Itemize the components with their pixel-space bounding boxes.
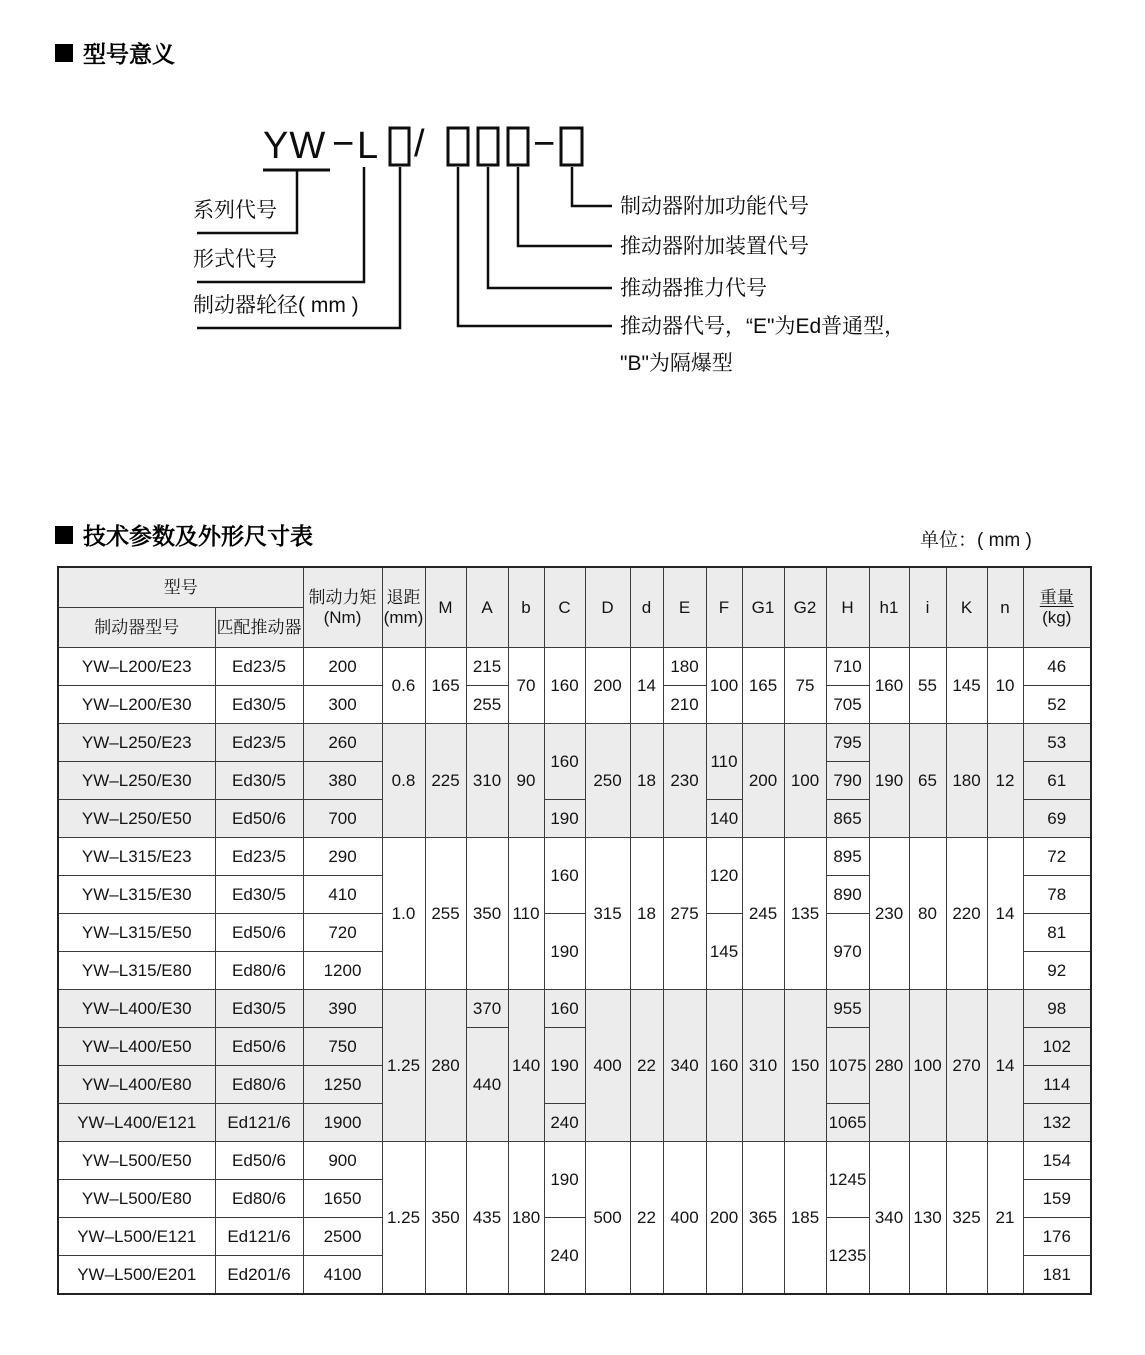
table-row xyxy=(58,990,1091,1028)
spec-table xyxy=(57,566,1092,1295)
value-cell: 14 xyxy=(987,838,1023,990)
value-cell: 220 xyxy=(946,838,987,990)
value-cell: 181 xyxy=(1023,1256,1091,1295)
value-cell: 1200 xyxy=(303,952,382,990)
value-cell: 260 xyxy=(303,724,382,762)
value-cell: 165 xyxy=(742,648,784,724)
value-cell: 200 xyxy=(706,1142,742,1295)
header-retreat xyxy=(382,567,425,648)
value-cell: 110 xyxy=(706,724,742,800)
value-cell: 270 xyxy=(946,990,987,1142)
header-thruster: 匹配推动器 xyxy=(215,608,303,648)
value-cell: 340 xyxy=(869,1142,909,1295)
value-cell: 340 xyxy=(663,990,706,1142)
value-cell: 790 xyxy=(826,762,869,800)
spec-table-head xyxy=(58,567,1091,648)
model-cell: YW–L315/E80 xyxy=(58,952,215,990)
thruster-cell: Ed121/6 xyxy=(215,1104,303,1142)
value-cell: 81 xyxy=(1023,914,1091,952)
header-dim-D: D xyxy=(585,567,630,648)
header-weight-unit: (kg) xyxy=(1042,607,1072,627)
value-cell: 46 xyxy=(1023,648,1091,686)
header-retreat-unit: (mm) xyxy=(383,607,424,627)
code-box xyxy=(478,128,498,165)
value-cell: 275 xyxy=(663,838,706,990)
value-cell: 705 xyxy=(826,686,869,724)
value-cell: 100 xyxy=(706,648,742,724)
model-cell: YW–L500/E201 xyxy=(58,1256,215,1295)
model-cell: YW–L315/E30 xyxy=(58,876,215,914)
header-weight-label: 重量 xyxy=(1039,587,1074,607)
table-row xyxy=(58,1142,1091,1180)
value-cell: 61 xyxy=(1023,762,1091,800)
code-box xyxy=(448,128,468,165)
value-cell: 120 xyxy=(706,838,742,914)
value-cell: 159 xyxy=(1023,1180,1091,1218)
value-cell: 1900 xyxy=(303,1104,382,1142)
value-cell: 310 xyxy=(742,990,784,1142)
value-cell: 1.25 xyxy=(382,1142,425,1295)
value-cell: 176 xyxy=(1023,1218,1091,1256)
value-cell: 22 xyxy=(630,1142,663,1295)
model-cell: YW–L200/E23 xyxy=(58,648,215,686)
value-cell: 710 xyxy=(826,648,869,686)
value-cell: 14 xyxy=(987,990,1023,1142)
value-cell: 400 xyxy=(663,1142,706,1295)
model-cell: YW–L400/E121 xyxy=(58,1104,215,1142)
value-cell: 12 xyxy=(987,724,1023,838)
value-cell: 72 xyxy=(1023,838,1091,876)
connector-thrust-code xyxy=(488,167,612,288)
code-box xyxy=(508,128,528,165)
value-cell: 160 xyxy=(544,838,585,914)
value-cell: 1.0 xyxy=(382,838,425,990)
value-cell: 390 xyxy=(303,990,382,1028)
value-cell: 970 xyxy=(826,914,869,990)
thruster-cell: Ed201/6 xyxy=(215,1256,303,1295)
value-cell: 325 xyxy=(946,1142,987,1295)
value-cell: 150 xyxy=(784,990,826,1142)
value-cell: 230 xyxy=(869,838,909,990)
value-cell: 890 xyxy=(826,876,869,914)
value-cell: 500 xyxy=(585,1142,630,1295)
value-cell: 165 xyxy=(425,648,466,724)
header-model-group: 型号 xyxy=(58,567,303,608)
value-cell: 140 xyxy=(706,800,742,838)
label-wheel-diameter: 制动器轮径( mm ) xyxy=(193,294,359,317)
value-cell: 140 xyxy=(508,990,544,1142)
value-cell: 230 xyxy=(663,724,706,838)
spec-table-body xyxy=(58,648,1091,1295)
code-text-hyphen: − xyxy=(533,123,557,165)
value-cell: 160 xyxy=(544,990,585,1028)
header-weight xyxy=(1023,567,1091,648)
value-cell: 1235 xyxy=(826,1218,869,1295)
value-cell: 135 xyxy=(784,838,826,990)
value-cell: 1245 xyxy=(826,1142,869,1218)
value-cell: 380 xyxy=(303,762,382,800)
header-dim-C: C xyxy=(544,567,585,648)
code-box xyxy=(561,128,582,165)
model-cell: YW–L250/E50 xyxy=(58,800,215,838)
value-cell: 795 xyxy=(826,724,869,762)
value-cell: 200 xyxy=(585,648,630,724)
value-cell: 2500 xyxy=(303,1218,382,1256)
value-cell: 69 xyxy=(1023,800,1091,838)
value-cell: 895 xyxy=(826,838,869,876)
thruster-cell: Ed50/6 xyxy=(215,800,303,838)
thruster-cell: Ed23/5 xyxy=(215,648,303,686)
table-row xyxy=(58,838,1091,876)
value-cell: 190 xyxy=(544,1142,585,1218)
header-dim-E: E xyxy=(663,567,706,648)
header-dim-G1: G1 xyxy=(742,567,784,648)
value-cell: 145 xyxy=(706,914,742,990)
value-cell: 190 xyxy=(544,1028,585,1104)
value-cell: 255 xyxy=(425,838,466,990)
value-cell: 65 xyxy=(909,724,946,838)
value-cell: 100 xyxy=(784,724,826,838)
label-series-code: 系列代号 xyxy=(193,199,277,222)
thruster-cell: Ed121/6 xyxy=(215,1218,303,1256)
thruster-cell: Ed30/5 xyxy=(215,762,303,800)
black-square-bullet xyxy=(55,526,73,544)
value-cell: 245 xyxy=(742,838,784,990)
value-cell: 400 xyxy=(585,990,630,1142)
label-thruster-device-code: 推动器附加装置代号 xyxy=(620,235,809,258)
model-cell: YW–L500/E50 xyxy=(58,1142,215,1180)
value-cell: 700 xyxy=(303,800,382,838)
value-cell: 250 xyxy=(585,724,630,838)
value-cell: 1.25 xyxy=(382,990,425,1142)
value-cell: 310 xyxy=(466,724,508,838)
header-dim-H: H xyxy=(826,567,869,648)
model-cell: YW–L500/E80 xyxy=(58,1180,215,1218)
code-text-slash: / xyxy=(414,123,426,165)
value-cell: 315 xyxy=(585,838,630,990)
value-cell: 14 xyxy=(630,648,663,724)
model-cell: YW–L400/E80 xyxy=(58,1066,215,1104)
value-cell: 190 xyxy=(544,914,585,990)
value-cell: 200 xyxy=(303,648,382,686)
thruster-cell: Ed80/6 xyxy=(215,1066,303,1104)
value-cell: 720 xyxy=(303,914,382,952)
value-cell: 1075 xyxy=(826,1028,869,1104)
thruster-cell: Ed50/6 xyxy=(215,1142,303,1180)
value-cell: 18 xyxy=(630,838,663,990)
value-cell: 1650 xyxy=(303,1180,382,1218)
model-cell: YW–L315/E23 xyxy=(58,838,215,876)
value-cell: 0.6 xyxy=(382,648,425,724)
thruster-cell: Ed80/6 xyxy=(215,952,303,990)
value-cell: 440 xyxy=(466,1028,508,1142)
section-title-spec-table xyxy=(55,518,313,551)
model-cell: YW–L250/E30 xyxy=(58,762,215,800)
value-cell: 180 xyxy=(946,724,987,838)
code-text-l: L xyxy=(357,125,380,167)
value-cell: 160 xyxy=(544,724,585,800)
header-brake-model: 制动器型号 xyxy=(58,608,215,648)
code-box xyxy=(390,128,409,165)
value-cell: 92 xyxy=(1023,952,1091,990)
value-cell: 10 xyxy=(987,648,1023,724)
value-cell: 75 xyxy=(784,648,826,724)
value-cell: 900 xyxy=(303,1142,382,1180)
value-cell: 0.8 xyxy=(382,724,425,838)
model-cell: YW–L500/E121 xyxy=(58,1218,215,1256)
header-dim-d: d xyxy=(630,567,663,648)
value-cell: 435 xyxy=(466,1142,508,1295)
value-cell: 350 xyxy=(425,1142,466,1295)
thruster-cell: Ed30/5 xyxy=(215,686,303,724)
value-cell: 1250 xyxy=(303,1066,382,1104)
thruster-cell: Ed80/6 xyxy=(215,1180,303,1218)
value-cell: 410 xyxy=(303,876,382,914)
header-dim-h1: h1 xyxy=(869,567,909,648)
value-cell: 290 xyxy=(303,838,382,876)
value-cell: 18 xyxy=(630,724,663,838)
value-cell: 225 xyxy=(425,724,466,838)
header-dim-G2: G2 xyxy=(784,567,826,648)
value-cell: 210 xyxy=(663,686,706,724)
thruster-cell: Ed50/6 xyxy=(215,1028,303,1066)
thruster-cell: Ed50/6 xyxy=(215,914,303,952)
value-cell: 98 xyxy=(1023,990,1091,1028)
model-cell: YW–L315/E50 xyxy=(58,914,215,952)
value-cell: 955 xyxy=(826,990,869,1028)
value-cell: 102 xyxy=(1023,1028,1091,1066)
model-meaning-diagram xyxy=(0,0,1145,480)
table-row xyxy=(58,648,1091,686)
code-text-dash: − xyxy=(332,123,356,165)
section-title-text: 型号意义 xyxy=(83,41,175,67)
section-title-text: 技术参数及外形尺寸表 xyxy=(83,523,313,549)
value-cell: 160 xyxy=(706,990,742,1142)
header-dim-n: n xyxy=(987,567,1023,648)
header-dim-b: b xyxy=(508,567,544,648)
value-cell: 132 xyxy=(1023,1104,1091,1142)
thruster-cell: Ed23/5 xyxy=(215,838,303,876)
header-row-1 xyxy=(58,567,1091,608)
header-torque-unit: (Nm) xyxy=(323,607,362,627)
spec-table-wrap xyxy=(57,566,1092,1295)
value-cell: 22 xyxy=(630,990,663,1142)
value-cell: 180 xyxy=(663,648,706,686)
value-cell: 200 xyxy=(742,724,784,838)
model-cell: YW–L400/E50 xyxy=(58,1028,215,1066)
value-cell: 750 xyxy=(303,1028,382,1066)
header-retreat-label: 退距 xyxy=(386,587,421,607)
header-torque xyxy=(303,567,382,648)
value-cell: 370 xyxy=(466,990,508,1028)
header-torque-label: 制动力矩 xyxy=(308,587,377,607)
model-cell: YW–L400/E30 xyxy=(58,990,215,1028)
value-cell: 55 xyxy=(909,648,946,724)
model-cell: YW–L200/E30 xyxy=(58,686,215,724)
code-text-yw: YW xyxy=(263,125,327,167)
label-thruster-code-line2: "B"为隔爆型 xyxy=(620,352,733,375)
value-cell: 145 xyxy=(946,648,987,724)
value-cell: 280 xyxy=(425,990,466,1142)
value-cell: 190 xyxy=(544,800,585,838)
value-cell: 185 xyxy=(784,1142,826,1295)
value-cell: 300 xyxy=(303,686,382,724)
value-cell: 78 xyxy=(1023,876,1091,914)
value-cell: 160 xyxy=(869,648,909,724)
value-cell: 114 xyxy=(1023,1066,1091,1104)
value-cell: 1065 xyxy=(826,1104,869,1142)
table-row xyxy=(58,724,1091,762)
value-cell: 190 xyxy=(869,724,909,838)
value-cell: 100 xyxy=(909,990,946,1142)
value-cell: 365 xyxy=(742,1142,784,1295)
value-cell: 21 xyxy=(987,1142,1023,1295)
value-cell: 4100 xyxy=(303,1256,382,1295)
diagram-lines xyxy=(0,0,1145,480)
value-cell: 53 xyxy=(1023,724,1091,762)
value-cell: 215 xyxy=(466,648,508,686)
value-cell: 180 xyxy=(508,1142,544,1295)
header-dim-A: A xyxy=(466,567,508,648)
value-cell: 255 xyxy=(466,686,508,724)
value-cell: 350 xyxy=(466,838,508,990)
header-dim-M: M xyxy=(425,567,466,648)
value-cell: 154 xyxy=(1023,1142,1091,1180)
header-dim-F: F xyxy=(706,567,742,648)
value-cell: 240 xyxy=(544,1104,585,1142)
connector-brake-function xyxy=(572,167,612,206)
label-brake-function-code: 制动器附加功能代号 xyxy=(620,195,809,218)
label-thrust-code: 推动器推力代号 xyxy=(620,277,767,300)
value-cell: 130 xyxy=(909,1142,946,1295)
model-cell: YW–L250/E23 xyxy=(58,724,215,762)
value-cell: 90 xyxy=(508,724,544,838)
label-thruster-code-line1: 推动器代号，“E"为Ed普通型， xyxy=(620,315,906,338)
unit-note: 单位：( mm ) xyxy=(920,530,1032,551)
value-cell: 280 xyxy=(869,990,909,1142)
value-cell: 110 xyxy=(508,838,544,990)
label-form-code: 形式代号 xyxy=(193,248,277,271)
header-dim-i: i xyxy=(909,567,946,648)
value-cell: 70 xyxy=(508,648,544,724)
value-cell: 80 xyxy=(909,838,946,990)
thruster-cell: Ed23/5 xyxy=(215,724,303,762)
value-cell: 160 xyxy=(544,648,585,724)
thruster-cell: Ed30/5 xyxy=(215,990,303,1028)
header-dim-K: K xyxy=(946,567,987,648)
value-cell: 52 xyxy=(1023,686,1091,724)
value-cell: 865 xyxy=(826,800,869,838)
thruster-cell: Ed30/5 xyxy=(215,876,303,914)
value-cell: 240 xyxy=(544,1218,585,1295)
